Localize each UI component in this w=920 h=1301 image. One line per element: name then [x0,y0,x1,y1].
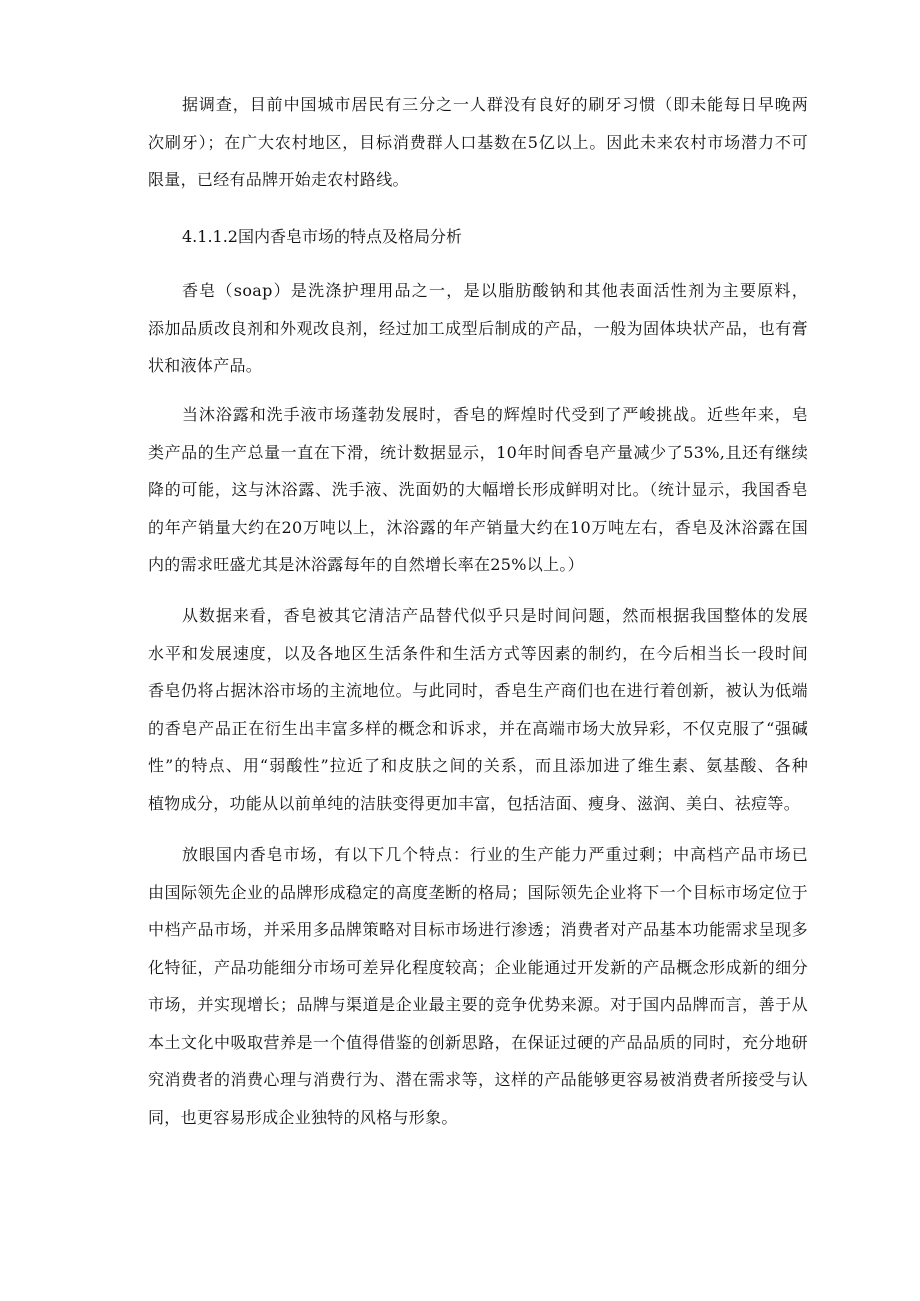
text-line: 香皂仍将占据沐浴市场的主流地位。与此同时，香皂生产商们也在进行着创新，被认为低端 [148,681,808,700]
text-line: 内的需求旺盛尤其是沐浴露每年的自然增长率在25%以上。） [148,555,584,574]
text-line: 香皂（soap）是洗涤护理用品之一，是以脂肪酸钠和其他表面活性剂为主要原料， [182,281,808,300]
paragraph-toothbrushing-habits [148,86,808,199]
text-line: 究消费者的消费心理与消费行为、潜在需求等，这样的产品能够更容易被消费者所接受与认 [148,1070,808,1089]
text-line: 放眼国内香皂市场，有以下几个特点：行业的生产能力严重过剩；中高档产品市场已 [182,845,808,864]
text-line: 次刷牙）；在广大农村地区，目标消费群人口基数在5亿以上。因此未来农村市场潜力不可 [148,132,808,152]
text-line: 限量，已经有品牌开始走农村路线。 [148,170,409,189]
text-line: 据调查，目前中国城市居民有三分之一人群没有良好的刷牙习惯（即未能每日早晚两 [182,95,808,114]
text-line: 当沐浴露和洗手液市场蓬勃发展时，香皂的辉煌时代受到了严峻挑战。近些年来，皂 [182,405,808,424]
text-line: 降的可能，这与沐浴露、洗手液、洗面奶的大幅增长形成鲜明对比。（统计显示，我国香皂 [148,480,808,499]
text-line: 添加品质改良剂和外观改良剂，经过加工成型后制成的产品，一般为固体块状产品，也有膏 [148,318,808,338]
text-line: 的年产销量大约在20万吨以上，沐浴露的年产销量大约在10万吨左右，香皂及沐浴露在国 [148,517,808,537]
paragraph-soap-definition [148,272,808,385]
paragraph-market-features [148,836,808,1136]
text-line: 的香皂产品正在衍生出丰富多样的概念和诉求，并在高端市场大放异彩，不仅克服了“强碱 [148,718,808,738]
section-heading: 4.1.1.2国内香皂市场的特点及格局分析 [182,227,462,246]
paragraph-soap-outlook [148,597,808,822]
text-line: 状和液体产品。 [148,356,263,375]
text-line: 化特征，产品功能细分市场可差异化程度较高；企业能通过开发新的产品概念形成新的细分 [148,957,808,977]
text-line: 植物成分，功能从以前单纯的洁肤变得更加丰富，包括洁面、瘦身、滋润、美白、祛痘等。 [148,793,801,813]
text-line: 由国际领先企业的品牌形成稳定的高度垄断的格局；国际领先企业将下一个目标市场定位于 [148,882,808,902]
paragraph-soap-decline [148,396,808,584]
text-line: 类产品的生产总量一直在下滑，统计数据显示，10年时间香皂产量减少了53%,且还有继续 [148,442,808,462]
text-line: 市场，并实现增长；品牌与渠道是企业最主要的竞争优势来源。对于国内品牌而言，善于从 [148,995,808,1014]
text-line: 从数据来看，香皂被其它清洁产品替代似乎只是时间问题，然而根据我国整体的发展 [182,606,808,625]
text-line: 水平和发展速度，以及各地区生活条件和生活方式等因素的制约，在今后相当长一段时间 [148,643,808,663]
text-line: 中档产品市场，并采用多品牌策略对目标市场进行渗透；消费者对产品基本功能需求呈现多 [148,920,808,939]
text-line: 性”的特点、用“弱酸性”拉近了和皮肤之间的关系，而且添加进了维生素、氨基酸、各种 [148,756,808,775]
text-line: 本土文化中吸取营养是一个值得借鉴的创新思路，在保证过硬的产品品质的同时，充分地研 [148,1032,808,1052]
text-line: 同，也更容易形成企业独特的风格与形象。 [148,1107,458,1127]
